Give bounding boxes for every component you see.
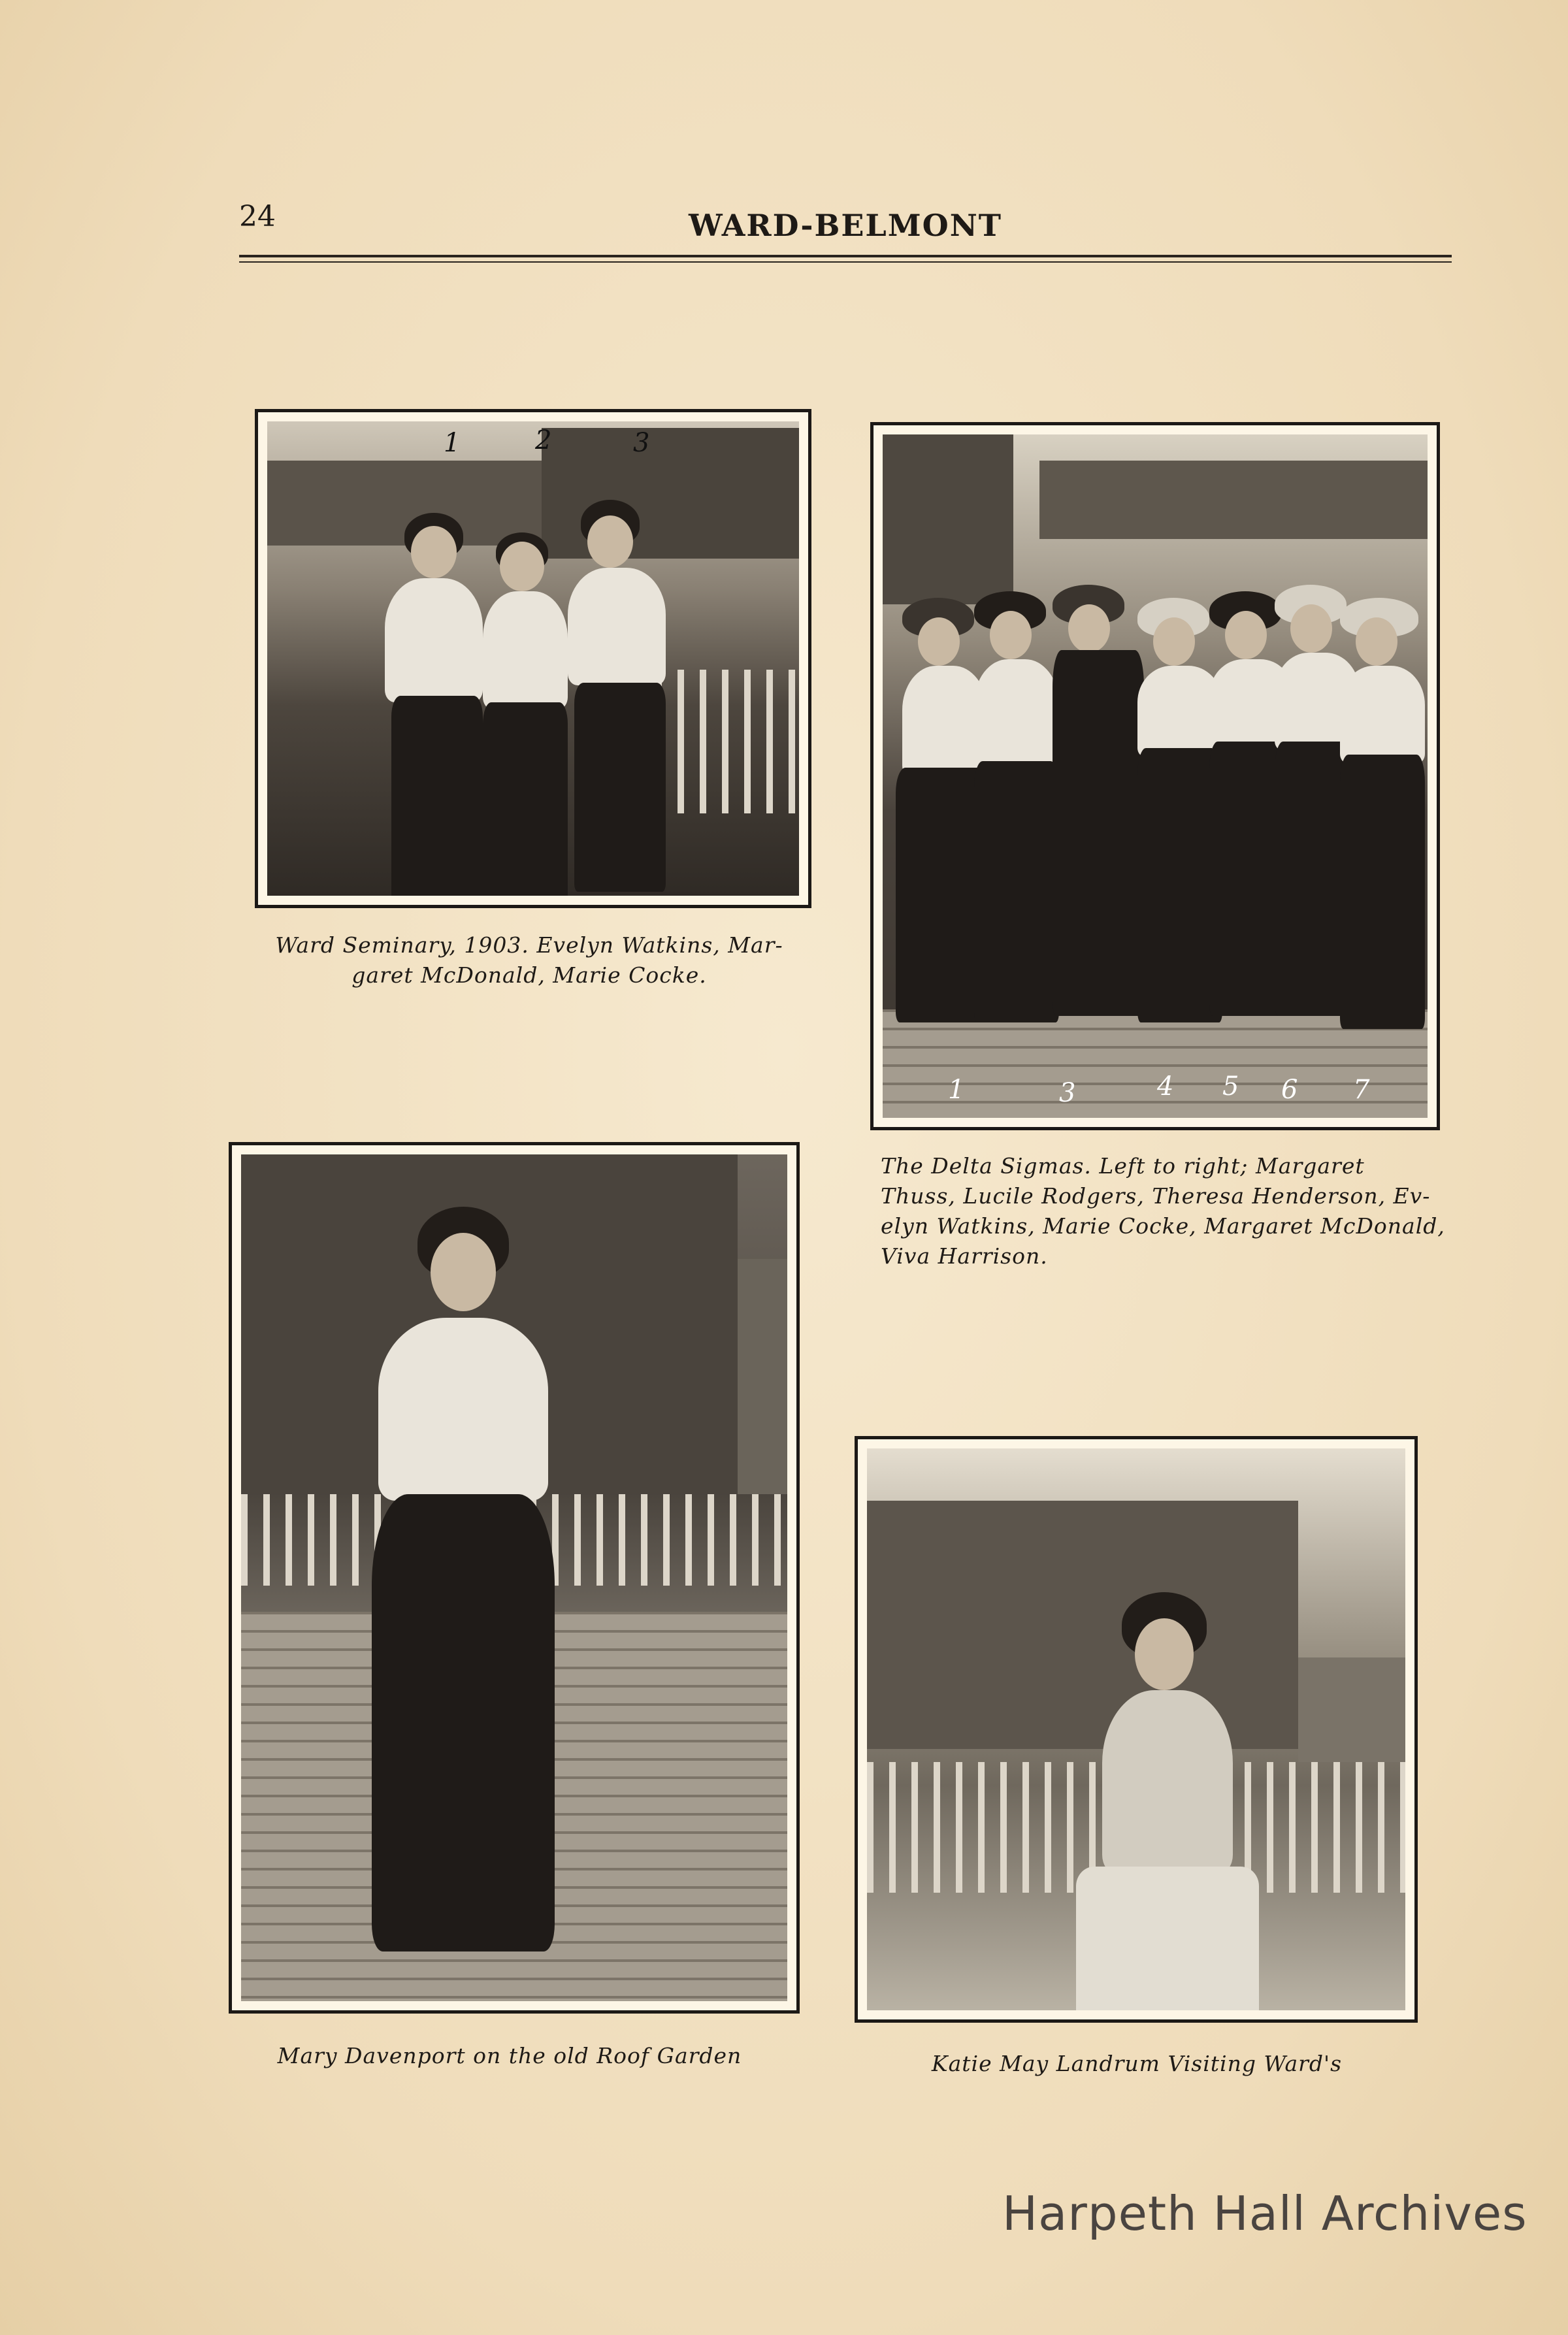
caption-mary-davenport: Mary Davenport on the old Roof Garden (277, 2043, 742, 2068)
caption-ward-seminary: Ward Seminary, 1903. Evelyn Watkins, Mar- garet McDonald, Marie Cocke. (275, 932, 783, 988)
photo-number-mark: 7 (1353, 1075, 1370, 1105)
photo-number-mark: 1 (444, 428, 461, 458)
photo-number-mark: 5 (1222, 1071, 1239, 1102)
photo-number-mark: 3 (1059, 1078, 1076, 1108)
photo-image (867, 1448, 1405, 2010)
caption-katie-may-landrum: Katie May Landrum Visiting Ward's (931, 2051, 1343, 2076)
photo-image (883, 434, 1428, 1118)
header-rule (239, 255, 1452, 257)
caption-delta-sigmas: The Delta Sigmas. Left to right; Margaret Thuss, Lucile Rodgers, Theresa Henderson, Ev- elyn Watkins, Marie Cocke, Margaret McDonald, Viva Harrison. (881, 1153, 1445, 1269)
photo-image (241, 1154, 787, 2001)
photo-mary-davenport (229, 1142, 800, 2014)
photo-image (267, 421, 799, 896)
photo-number-mark: 3 (633, 428, 650, 458)
photo-ward-seminary-1903 (255, 409, 811, 908)
photo-number-mark: 1 (948, 1075, 965, 1105)
running-title: WARD-BELMONT (688, 208, 1003, 243)
photo-number-mark: 6 (1281, 1075, 1298, 1105)
photo-delta-sigmas (870, 422, 1440, 1130)
archive-watermark: Harpeth Hall Archives (1002, 2186, 1527, 2241)
page-header (239, 196, 1452, 268)
photo-katie-may-landrum (855, 1436, 1418, 2023)
photo-number-mark: 2 (535, 425, 552, 455)
photo-number-mark: 4 (1157, 1071, 1174, 1102)
page-number: 24 (239, 200, 276, 233)
header-rule-thin (239, 261, 1452, 263)
